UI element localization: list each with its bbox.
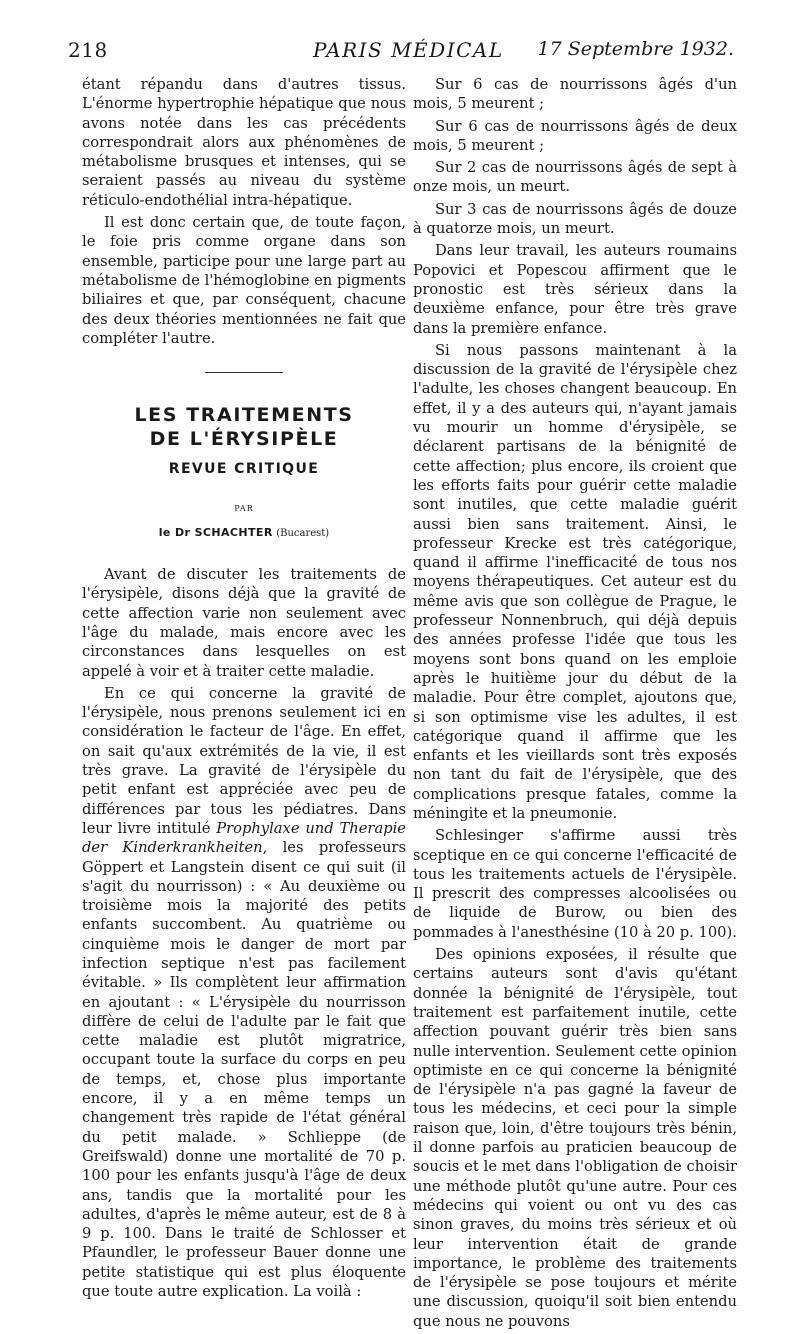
section-divider bbox=[205, 372, 283, 373]
book-title: Prophylaxe und Therapie der Kinderkrankheiten bbox=[82, 819, 406, 857]
statistic-line: Sur 2 cas de nourrissons âgés de sept à onze mois, un meurt. bbox=[413, 159, 737, 196]
page-number: 218 bbox=[68, 38, 108, 62]
paragraph: Des opinions exposées, il résulte que certains auteurs sont d'avis qu'étant donnée la bénignité de l'érysipèle, tout traitement est parfaitement inutile, cette affection pouvant guérir très bien sans nulle intervention. Seulement cette opinion optimiste en ce qui concerne la bénignité de l'érysipèle n'a pas gagné la faveur de tous les médecins, et ceci pour la simple raison que, loin, d'être toujours très bénin, il donne parfois au praticien beaucoup de soucis et le met dans l'obligation de choisir une méthode plutôt qu'une autre. Pour ces médecins qui voient ou ont vu des cas sinon graves, du moins très sérieux et où leur intervention était de grande importance, le problème des traitements de l'érysipèle se pose toujours et mérite une discussion, quoiqu'il soit bien entendu que nous ne pouvons bbox=[413, 946, 737, 1330]
article-title-line: DE L'ÉRYSIPÈLE bbox=[149, 428, 339, 451]
journal-title: PARIS MÉDICAL bbox=[313, 38, 504, 62]
page-header bbox=[68, 38, 734, 68]
right-column bbox=[413, 75, 737, 1334]
paragraph: Il est donc certain que, de toute façon, le foie pris comme organe dans son ensemble, participe pour une large part au métabolisme de l'hémoglobine en pigments biliaires et que, par conséquent, chacune des deux théories mentionnées ne fait que compléter l'autre. bbox=[82, 214, 406, 347]
text-run: En ce qui concerne la gravité de l'érysipèle, nous prenons seulement ici en considération le facteur de l'âge. En effet, on sait qu'aux extrémités de la vie, il est très grave. La gravité de l'érysipèle du petit enfant est appréciée avec peu de différences par tous les pédiatres. Dans leur livre intitulé bbox=[82, 684, 406, 837]
paragraph: Dans leur travail, les auteurs roumains Popovici et Popescou affirment que le pronostic est très sérieux dans la deuxième enfance, pour être très grave dans la première enfance. bbox=[413, 242, 737, 337]
statistic-line: Sur 6 cas de nourrissons âgés d'un mois, 5 meurent ; bbox=[413, 76, 737, 113]
author-name: le Dr SCHACHTER bbox=[158, 525, 273, 539]
article-title bbox=[82, 403, 406, 451]
text-run: , les professeurs Göppert et Langstein disent ce qui suit (il s'agit du nourrisson) : « Au deuxième ou troisième mois la majorité des petits enfants succombent. Au quatrième ou cinquième mois le danger de mort par infection septique n'est pas facilement évitable. » Ils complètent leur affirmation en ajoutant : « L'érysipèle du nourrisson diffère de celui de l'adulte par le fait que cette maladie est plutôt migratrice, occupant toute la surface du corps en peu de temps, et, chose plus importante encore, il y a en même temps un changement très rapide de l'état général du petit malade. » Schlieppe (de Greifswald) donne une mortalité de 70 p. 100 pour les enfants jusqu'à l'âge de deux ans, tandis que la mortalité pour les adultes, d'après le même auteur, est de 8 à 9 p. 100. Dans le traité de Schlosser et Pfaundler, le professeur Bauer donne une petite statistique qui est plus éloquente que toute autre explication. La voilà : bbox=[82, 839, 406, 1301]
paragraph: Schlesinger s'affirme aussi très sceptique en ce qui concerne l'efficacité de tous les traitements actuels de l'érysipèle. Il prescrit des compresses alcoolisées ou de liquide de Burow, ou bien des pommades à l'anesthésine (10 à 20 p. 100). bbox=[413, 827, 737, 941]
paragraph: étant répandu dans d'autres tissus. L'énorme hypertrophie hépatique que nous avons notée dans les cas précédents correspondrait alors aux phénomènes de métabolisme brusques et intenses, qui se seraient passés au niveau du système réticulo-endothélial intra-hépatique. bbox=[82, 76, 406, 209]
issue-date: 17 Septembre 1932. bbox=[537, 38, 734, 60]
paragraph: Si nous passons maintenant à la discussion de la gravité de l'érysipèle chez l'adulte, les choses changent beaucoup. En effet, il y a des auteurs qui, n'ayant jamais vu mourir un homme d'érysipèle, se déclarent partisans de la bénignité de cette affection; plus encore, ils croient que les efforts faits pour guérir cette maladie sont inutiles, que cette maladie guérit aussi bien sans traitement. Ainsi, le professeur Krecke est très catégorique, quand il affirme l'inefficacité de tous nos moyens thérapeutiques. Cet auteur est du même avis que son collègue de Prague, le professeur Nonnenbruch, qui déjà depuis des années professe l'idée que tous les moyens sont bons quand on les emploie après le huitième jour du début de la maladie. Pour être complet, ajoutons que, si son optimisme vise les adultes, il est catégorique quand il affirme que les enfants et les vieillards sont très exposés non tant du fait de l'érysipèle, que des complications presque fatales, comme la méningite et la pneumonie. bbox=[413, 341, 737, 822]
article-subtitle: REVUE CRITIQUE bbox=[168, 461, 320, 478]
statistic-line: Sur 6 cas de nourrissons âgés de deux mois, 5 meurent ; bbox=[413, 117, 737, 154]
left-column bbox=[82, 75, 406, 1304]
paragraph bbox=[82, 684, 406, 1302]
byline-par: PAR bbox=[234, 504, 254, 514]
paragraph: Avant de discuter les traitements de l'érysipèle, disons déjà que la gravité de cette affection varie non seulement avec l'âge du malade, mais encore avec les circonstances dans lesquelles on est appelé à voir et à traiter cette maladie. bbox=[82, 566, 406, 680]
article-author bbox=[82, 523, 406, 543]
author-city: (Bucarest) bbox=[276, 527, 330, 539]
statistic-line: Sur 3 cas de nourrissons âgés de douze à quatorze mois, un meurt. bbox=[413, 200, 737, 238]
article-title-line: LES TRAITEMENTS bbox=[134, 404, 354, 427]
